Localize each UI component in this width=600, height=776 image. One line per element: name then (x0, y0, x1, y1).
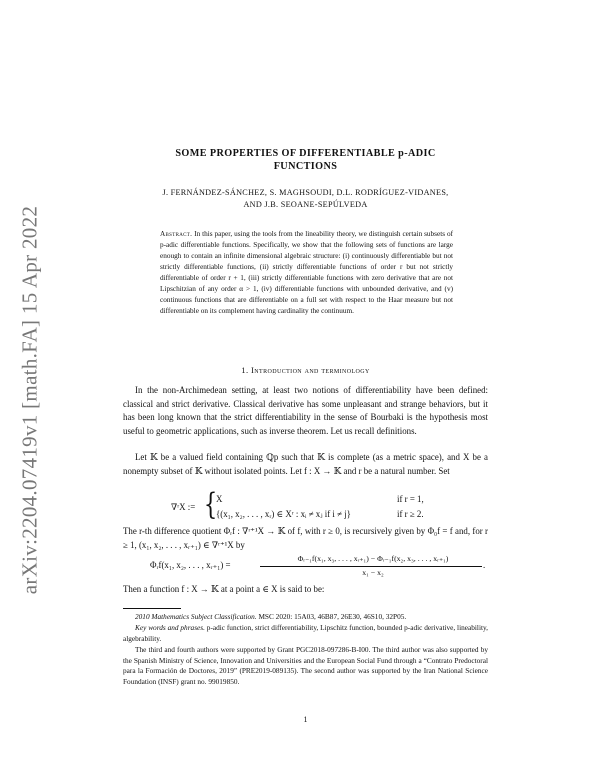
page-number: 1 (303, 715, 308, 724)
intro-paragraph-3 (123, 525, 488, 552)
eq2-fraction-bar (260, 566, 482, 567)
authors-line-2: AND J.B. SEOANE-SEPÚLVEDA (243, 200, 368, 209)
intro-paragraph-3-text: The r-th difference quotient Φᵣf : ∇ʳ⁺¹X → 𝕂 of f, with r ≥ 0, is recursively given by Φ₀f = f and, for r ≥ 1, (x₁, x₂, . . . , xᵣ₊₁) ∈ ∇ʳ⁺¹X by (123, 526, 488, 550)
eq1-lhs: ∇ʳX := (171, 502, 196, 512)
intro-paragraph-2 (123, 451, 488, 478)
title-line-1: SOME PROPERTIES OF DIFFERENTIABLE p-ADIC (175, 148, 436, 159)
footnote-funding (123, 645, 488, 687)
eq1-brace: { (203, 487, 218, 522)
title-line-2: FUNCTIONS (273, 161, 338, 172)
footnote-keywords-label: Key words and phrases. (135, 623, 205, 632)
abstract-label: Abstract. (160, 230, 193, 238)
eq1-case1: X (216, 494, 223, 504)
eq2-lhs: Φᵣf(x₁, x₂, . . . , xᵣ₊₁) = (150, 560, 231, 570)
intro-paragraph-1-text: In the non-Archimedean setting, at least two notions of differentiability have been defined: classical and strict derivative. Classical derivative has some unpleasant and strange behaviors, but it has been long known that the strict differentiability in the sense of Bourbaki is the hypothesis most useful to geometric applications, such as inverse theorem. Let us recall definitions. (123, 385, 488, 436)
footnote-keywords-text: p-adic function, strict differentiability, Lipschitz function, bounded p-adic derivative, lineability, algebrability. (123, 623, 488, 643)
footnote-keywords (123, 623, 488, 644)
footnote-msc-label: 2010 Mathematics Subject Classification. (135, 612, 257, 621)
footnote-funding-text: The third and fourth authors were supported by Grant PGC2018-097286-B-I00. The third author was also supported by the Spanish Ministry of Science, Innovation and Universities and the European Social Fund through a “Contrato Predoctoral para la Formación de Doctores, 2019” (PRE2019-089135). The second author was supported by the Iran National Science Foundation (INSF) grant no. 99019850. (123, 645, 488, 686)
arxiv-stamp-text: arXiv:2204.07419v1 [math.FA] 15 Apr 2022 (17, 205, 42, 595)
eq2-numerator: Φᵣ₋₁f(x₁, x₃, . . . , xᵣ₊₁) − Φᵣ₋₁f(x₂, x₃, . . . , xᵣ₊₁) (297, 554, 449, 563)
eq1-case2-cond: if r ≥ 2. (397, 509, 424, 519)
footnote-rule (123, 608, 181, 609)
footnote-msc-text: MSC 2020: 15A03, 46B87, 26E30, 46S10, 32P05. (258, 612, 407, 621)
footnote-msc (123, 612, 488, 623)
paper-title (123, 147, 488, 173)
abstract-text: In this paper, using the tools from the lineability theory, we distinguish certain subsets of p-adic differentiable functions. Specifically, we show that the following sets of functions are large enough to contain an infinite dimensional algebraic structure: (i) continuously differentiable but not strictly differentiable functions, (ii) strictly differentiable functions of order r but not strictly differentiable of order r + 1, (iii) strictly differentiable functions with zero derivative that are not Lipschitzian of any order α > 1, (iv) differentiable functions with unbounded derivative, and (v) continuous functions that are differentiable on a full set with respect to the Haar measure but not differentiable on its complement having cardinality the continuum. (160, 230, 454, 315)
intro-paragraph-1 (123, 384, 488, 438)
abstract (160, 229, 453, 317)
eq1-case2: {(x₁, x₂, . . . , xᵣ) ∈ Xʳ : xᵢ ≠ xⱼ if i ≠ j} (216, 509, 351, 519)
authors (123, 187, 488, 211)
eq2-denominator: x₁ − x₂ (362, 568, 384, 577)
intro-paragraph-4 (123, 583, 488, 597)
arxiv-stamp (10, 170, 50, 630)
intro-paragraph-2-text: Let 𝕂 be a valued field containing ℚp such that 𝕂 is complete (as a metric space), and X be a nonempty subset of 𝕂 without isolated points. Let f : X → 𝕂 and r be a natural number. Set (123, 452, 488, 476)
eq1-case1-cond: if r = 1, (397, 494, 424, 504)
eq2-period: . (483, 560, 486, 570)
authors-line-1: J. FERNÁNDEZ-SÁNCHEZ, S. MAGHSOUDI, D.L. RODRÍGUEZ-VIDANES, (162, 188, 449, 197)
section-heading: 1. Introduction and terminology (241, 365, 370, 375)
intro-paragraph-4-text: Then a function f : X → 𝕂 at a point a ∈ X is said to be: (123, 584, 325, 594)
